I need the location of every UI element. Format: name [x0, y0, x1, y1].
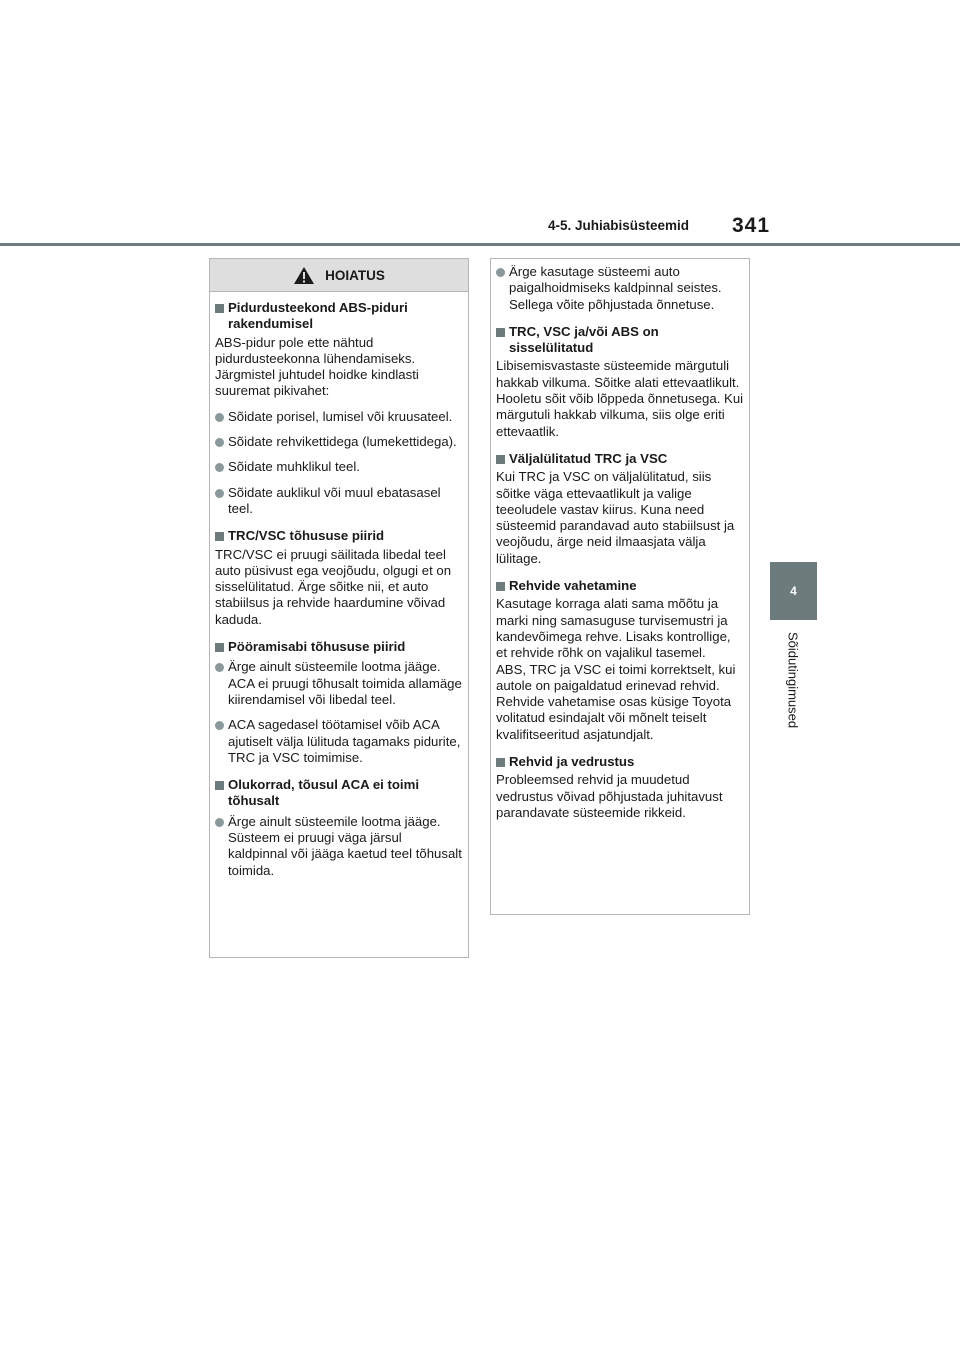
- chapter-tab[interactable]: 4: [770, 562, 817, 620]
- paragraph: Rehvide vahetamise osas küsige Toyota volitatud esindajalt või mõnelt teiselt kvalifitseeritud asjatundjalt.: [496, 694, 732, 742]
- warning-triangle-icon: [293, 266, 315, 285]
- right-content: [491, 259, 749, 821]
- bullet-dot-icon: [215, 463, 224, 472]
- heading-aca-incline: Olukorrad, tõusul ACA ei toimi tõhusalt: [215, 777, 463, 810]
- heading-tire-change: Rehvide vahetamine: [496, 578, 744, 594]
- heading-trc-vsc-abs-on: TRC, VSC ja/või ABS on sisselülitatud: [496, 324, 744, 357]
- warning-box-right: [490, 258, 750, 915]
- square-bullet-icon: [496, 328, 505, 337]
- paragraph: Kasutage korraga alati sama mõõtu ja marki ning samasuguse turvisemustri ja kandevõimega rehve. Lisaks kontrollige, et rehvide rõhk on vajalikul tasemel.: [496, 596, 731, 661]
- paragraph: ABS-pidur pole ette nähtud pidurdusteekonna lühendamiseks. Järgmistel juhtudel hoidke kindlasti suuremat pikivahet:: [215, 334, 419, 399]
- bullet-item: Sõidate auklikul või muul ebatasasel teel.: [215, 485, 463, 518]
- header-rule-left: [0, 243, 842, 246]
- bullet-dot-icon: [215, 721, 224, 730]
- bullet-dot-icon: [215, 438, 224, 447]
- square-bullet-icon: [215, 781, 224, 790]
- paragraph: Probleemsed rehvid ja muudetud vedrustus võivad põhjustada juhitavust parandavate süsteemide rikkeid.: [496, 772, 723, 820]
- square-bullet-icon: [215, 643, 224, 652]
- bullet-dot-icon: [496, 268, 505, 277]
- paragraph: ABS, TRC ja VSC ei toimi korrektselt, kui autole on paigaldatud erinevad rehvid.: [496, 661, 736, 693]
- square-bullet-icon: [496, 455, 505, 464]
- page-number: 341: [732, 214, 771, 237]
- square-bullet-icon: [215, 304, 224, 313]
- paragraph: Libisemisvastaste süsteemide märgutuli hakkab vilkuma. Sõitke alati ettevaatlikult. Hooletu sõit võib lõppeda õnnetusega. Kui märgutuli hakkab vilkuma, siis olge eriti ettevaatlik.: [496, 358, 744, 439]
- chapter-label: Sõidutingimused: [785, 632, 801, 729]
- bullet-dot-icon: [215, 663, 224, 672]
- bullet-dot-icon: [215, 413, 224, 422]
- bullet-item: Ärge kasutage süsteemi auto paigalhoidmiseks kaldpinnal seistes. Sellega võite põhjustada õnnetuse.: [496, 264, 744, 313]
- heading-abs-braking: Pidurdusteekond ABS-piduri rakendumisel: [215, 300, 463, 333]
- bullet-item: Ärge ainult süsteemile lootma jääge. ACA ei pruugi tõhusalt toimida allamäge kiirendamisel või libedal teel.: [215, 659, 463, 708]
- heading-aca-limits: Pööramisabi tõhususe piirid: [215, 639, 463, 655]
- bullet-item: Sõidate rehvikettidega (lumekettidega).: [215, 434, 463, 450]
- heading-tires-suspension: Rehvid ja vedrustus: [496, 754, 744, 770]
- bullet-dot-icon: [215, 489, 224, 498]
- warning-title: HOIATUS: [325, 267, 385, 283]
- square-bullet-icon: [496, 758, 505, 767]
- bullet-item: ACA sagedasel töötamisel võib ACA ajutiselt välja lülituda tagamaks pidurite, TRC ja VSC toimimise.: [215, 717, 463, 766]
- square-bullet-icon: [215, 532, 224, 541]
- header-rule: [842, 243, 960, 246]
- left-content: [210, 292, 468, 879]
- bullet-dot-icon: [215, 818, 224, 827]
- section-title: 4-5. Juhiabisüsteemid: [548, 218, 690, 233]
- heading-trc-vsc-limits: TRC/VSC tõhususe piirid: [215, 528, 463, 544]
- warning-header: [210, 259, 468, 292]
- square-bullet-icon: [496, 582, 505, 591]
- paragraph: Kui TRC ja VSC on väljalülitatud, siis sõitke väga ettevaatlikult ja valige teeoludele vastav kiirus. Kuna need süsteemid parandavad auto stabiilsust ja veojõudu, ärge neid ilmaasjata välja lülitage.: [496, 469, 735, 566]
- heading-trc-vsc-off: Väljalülitatud TRC ja VSC: [496, 451, 744, 467]
- bullet-item: Ärge ainult süsteemile lootma jääge. Süsteem ei pruugi väga järsul kaldpinnal või jääga kaetud teel tõhusalt toimida.: [215, 814, 463, 879]
- bullet-item: Sõidate porisel, lumisel või kruusateel.: [215, 409, 463, 425]
- warning-box-left: [209, 258, 469, 958]
- paragraph: TRC/VSC ei pruugi säilitada libedal teel auto püsivust ega veojõudu, olgugi et on sisselülitatud. Ärge sõitke nii, et auto stabiilsus ja rehvide haardumine võivad kaduda.: [215, 546, 452, 627]
- bullet-item: Sõidate muhklikul teel.: [215, 459, 463, 475]
